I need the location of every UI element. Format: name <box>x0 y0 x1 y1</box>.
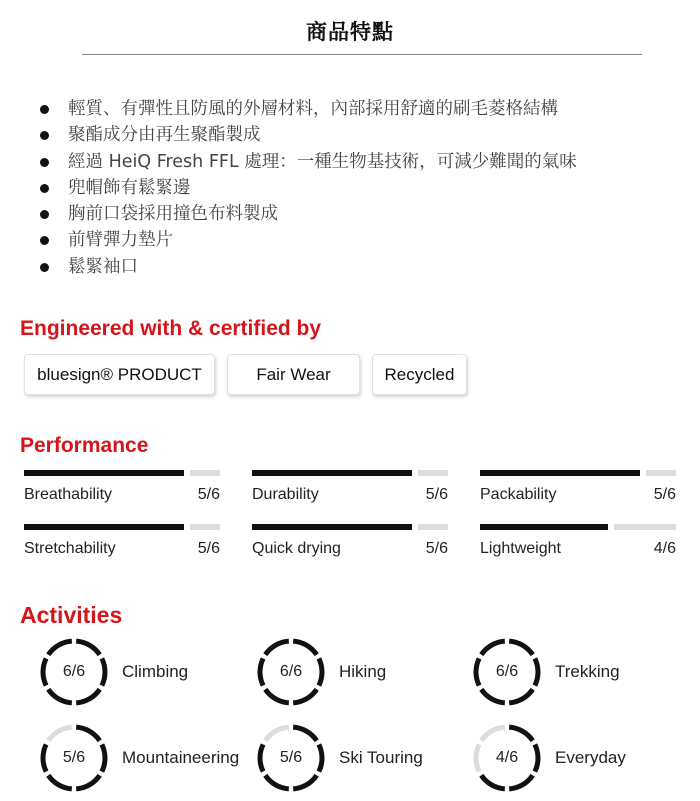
activity-label: Climbing <box>122 662 189 681</box>
performance-item-breathability <box>24 470 220 510</box>
activity-item-hiking <box>255 636 465 708</box>
title-divider <box>82 54 642 55</box>
performance-score: 5/6 <box>425 486 448 503</box>
performance-bar <box>480 470 676 476</box>
activity-label: Everyday <box>555 748 626 767</box>
performance-item-durability <box>252 470 448 510</box>
activity-score: 6/6 <box>62 663 86 680</box>
activity-score: 5/6 <box>62 749 86 766</box>
performance-score: 5/6 <box>197 540 220 557</box>
activity-item-trekking <box>471 636 681 708</box>
performance-item-stretchability <box>24 524 220 564</box>
performance-label: Quick drying <box>252 540 341 557</box>
performance-bar-filled <box>24 524 184 530</box>
activity-item-ski-touring <box>255 722 465 794</box>
performance-score: 4/6 <box>653 540 676 557</box>
performance-bar-empty <box>646 470 676 476</box>
performance-bar-filled <box>252 470 412 476</box>
activity-label: Hiking <box>339 662 387 681</box>
performance-bar <box>480 524 676 530</box>
feature-item: 兜帽飾有鬆緊邊 <box>38 175 577 201</box>
performance-item-lightweight <box>480 524 676 564</box>
page-title: 商品特點 <box>306 20 394 44</box>
performance-bar-filled <box>480 524 608 530</box>
activity-item-climbing <box>38 636 248 708</box>
feature-item: 前臂彈力墊片 <box>38 227 577 253</box>
performance-label: Lightweight <box>480 540 561 557</box>
feature-item: 聚酯成分由再生聚酯製成 <box>38 122 577 148</box>
recycled-badge[interactable]: Recycled <box>372 354 467 395</box>
performance-label: Stretchability <box>24 540 116 557</box>
performance-label: Breathability <box>24 486 113 503</box>
performance-bar-empty <box>190 524 220 530</box>
feature-item: 經過 HeiQ Fresh FFL 處理：一種生物基技術，可減少難聞的氣味 <box>38 149 577 175</box>
performance-score: 5/6 <box>197 486 220 503</box>
feature-item: 胸前口袋採用撞色布料製成 <box>38 201 577 227</box>
performance-label: Durability <box>252 486 319 503</box>
certification-badges <box>24 354 467 395</box>
performance-bar <box>252 524 448 530</box>
activity-item-mountaineering <box>38 722 248 794</box>
performance-label: Packability <box>480 486 557 503</box>
activity-score: 5/6 <box>279 749 303 766</box>
performance-bar-filled <box>24 470 184 476</box>
performance-bar <box>24 470 220 476</box>
performance-bar-filled <box>480 470 640 476</box>
activity-item-everyday <box>471 722 681 794</box>
fair-wear-badge[interactable]: Fair Wear <box>227 354 360 395</box>
performance-bar-empty <box>614 524 676 530</box>
activity-score: 4/6 <box>495 749 519 766</box>
performance-heading: Performance <box>20 434 149 457</box>
performance-bar-filled <box>252 524 412 530</box>
feature-item: 輕質、有彈性且防風的外層材料，內部採用舒適的刷毛菱格結構 <box>38 96 577 122</box>
performance-bar-empty <box>418 470 448 476</box>
performance-bar <box>24 524 220 530</box>
feature-item: 鬆緊袖口 <box>38 254 577 280</box>
performance-bar <box>252 470 448 476</box>
performance-item-quick-drying <box>252 524 448 564</box>
performance-bar-empty <box>190 470 220 476</box>
activity-score: 6/6 <box>279 663 303 680</box>
performance-score: 5/6 <box>653 486 676 503</box>
activities-heading: Activities <box>20 602 123 628</box>
activity-label: Trekking <box>555 662 620 681</box>
performance-item-packability <box>480 470 676 510</box>
feature-list <box>38 96 577 280</box>
bluesign-badge[interactable]: bluesign® PRODUCT <box>24 354 215 395</box>
activity-score: 6/6 <box>495 663 519 680</box>
certifications-heading: Engineered with & certified by <box>20 317 322 340</box>
activity-label: Mountaineering <box>122 748 240 767</box>
activity-label: Ski Touring <box>339 748 423 767</box>
performance-score: 5/6 <box>425 540 448 557</box>
performance-bar-empty <box>418 524 448 530</box>
